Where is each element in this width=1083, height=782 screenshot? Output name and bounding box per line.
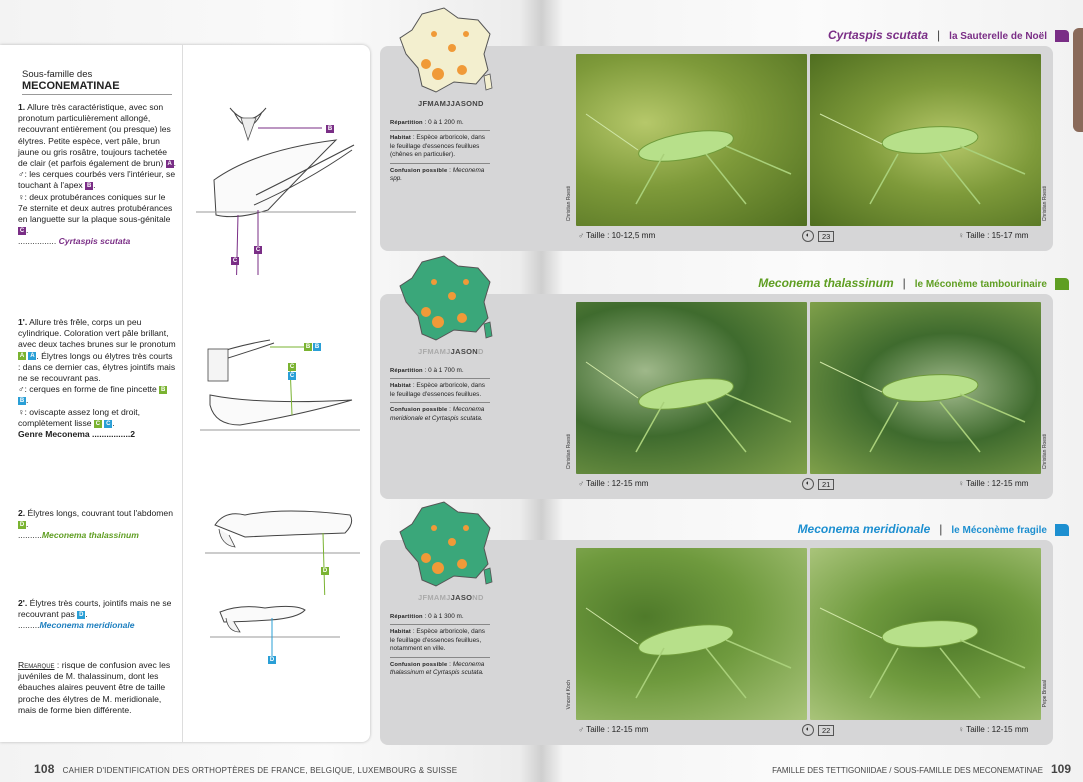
- info-repartition: Répartition : 0 à 1 700 m.: [390, 364, 490, 379]
- photo-credit-left: Christian Roesti: [566, 434, 572, 470]
- color-flag: [1055, 278, 1069, 290]
- value-confusion: Meconema meridionale et Cyrtaspis scutata.: [390, 406, 485, 422]
- months-inactive: JFMAMJ: [418, 593, 451, 602]
- photo-credit-right: Christian Roesti: [1042, 434, 1048, 470]
- couplet-text: Élytres longs, couvrant tout l'abdomen: [25, 508, 173, 518]
- photo-male: [576, 54, 807, 226]
- value-confusion: Meconema thalassinum et Cyrtaspis scutata.: [390, 660, 485, 677]
- tag-c: C: [95, 420, 101, 427]
- couplet-result: Genre Meconema ................2: [18, 429, 136, 440]
- insect-icon: [810, 548, 1041, 720]
- info-repartition: Répartition : 0 à 1 300 m.: [390, 610, 490, 625]
- scientific-name: Cyrtaspis scutata: [828, 28, 929, 42]
- info-repartition: Répartition : 0 à 1 200 m.: [390, 116, 490, 131]
- species-card: [380, 294, 1053, 499]
- photo-female: [810, 54, 1041, 226]
- photo-credit-left: Vincent Koch: [566, 680, 572, 710]
- info-habitat: Habitat : Espèce arboricole, dans le feuillage d'essences feuillues, notamment en ville.: [390, 625, 490, 657]
- species-header: [758, 276, 1069, 290]
- tag-d: D: [19, 521, 25, 528]
- male-size: [578, 231, 655, 240]
- insect-icon: [810, 54, 1041, 226]
- couplet-text-2: . Élytres longs ou élytres très courts : dans ce dernier cas, élytres jointifs mais ne se recouvrant pas.: [18, 350, 176, 384]
- female-size: [958, 479, 1028, 488]
- couplet-male-text: : les cerques courbés vers l'intérieur, se touchant à l'apex: [18, 169, 176, 191]
- value-repartition: 0 à 1 200 m.: [428, 119, 464, 126]
- audio-track-number: 23: [818, 231, 834, 242]
- left-footer-title: CAHIER D'IDENTIFICATION DES ORTHOPTÈRES DE FRANCE, BELGIQUE, LUXEMBOURG & SUISSE: [62, 766, 458, 775]
- months-active: JFMAMJJASOND: [418, 99, 484, 108]
- activity-months: [418, 347, 484, 356]
- info-confusion: Confusion possible : Meconema meridionale et Cyrtaspis scutata.: [390, 406, 485, 422]
- scientific-name: Meconema meridionale: [797, 522, 931, 536]
- meconema-cerci-drawing: [200, 335, 360, 455]
- drawing-tag-c: C: [255, 247, 261, 253]
- value-confusion: Meconema spp.: [390, 166, 485, 183]
- label-repartition: Répartition: [390, 120, 423, 126]
- drawing-tag-c: C: [289, 373, 295, 379]
- distribution-map: [392, 4, 502, 96]
- common-name: la Sauterelle de Noël: [949, 31, 1047, 42]
- months-inactive-tail: D: [477, 347, 484, 356]
- key-couplet-2: 2. Élytres longs, couvrant tout l'abdomen D . ..........Meconema thalassinum: [18, 508, 173, 541]
- label-repartition: Répartition: [390, 368, 423, 374]
- value-habitat: Espèce arboricole, dans le feuillage d'essences feuillues, notamment en ville.: [390, 628, 485, 653]
- key-couplet-1prime: 1'. Allure très frêle, corps un peu cylindrique. Coloration vert pâle brillant, avec deux taches brunes sur le pronotum A A . Élytres longs ou élytres très courts : dans ce dernier cas, élytres jointifs mais ne se recouvrant pas. ♂: cerques en forme de fine pincette B B . ♀: oviscapte assez long et droit, complètement lisse C C . Genre Meconema ................2: [18, 317, 176, 440]
- info-habitat: Habitat : Espèce arboricole, dans le feuillage d'essences feuillues.: [390, 379, 490, 403]
- common-name: le Méconème tambourinaire: [914, 279, 1047, 290]
- species-card: [380, 46, 1053, 251]
- key-couplet-2prime: 2'. Élytres très courts, jointifs mais ne se recouvrant pas D . .........Meconema meridionale: [18, 598, 172, 631]
- photo-female: [810, 302, 1041, 474]
- female-symbol-icon: ♀: [958, 725, 965, 734]
- header-separator: |: [902, 276, 906, 290]
- activity-months: [418, 593, 484, 602]
- value-habitat: Espèce arboricole, dans le feuillage d'essences feuillues.: [390, 382, 485, 398]
- couplet-number: 1.: [18, 102, 26, 112]
- audio-track-number: 21: [818, 479, 834, 490]
- audio-icon[interactable]: ◐: [802, 724, 814, 736]
- insect-icon: [576, 302, 807, 474]
- couplet-male-text: : cerques en forme de fine pincette: [24, 384, 160, 395]
- tag-a: A: [19, 353, 25, 360]
- female-size-text: Taille : 12-15 mm: [966, 479, 1029, 488]
- audio-icon[interactable]: ◐: [802, 478, 814, 490]
- male-symbol-icon: ♂: [18, 169, 25, 180]
- tag-b: B: [86, 183, 92, 190]
- couplet-number: 2'.: [18, 598, 28, 608]
- info-confusion: Confusion possible : Meconema thalassinum et Cyrtaspis scutata.: [390, 660, 485, 677]
- female-symbol-icon: ♀: [18, 191, 25, 202]
- label-repartition: Répartition: [390, 614, 423, 620]
- leader-dots: ..........: [18, 530, 42, 541]
- drawing-tag-b: B: [305, 344, 311, 350]
- couplet-number: 2.: [18, 508, 26, 518]
- female-size-text: Taille : 15-17 mm: [966, 231, 1029, 240]
- male-size: [578, 479, 648, 488]
- female-symbol-icon: ♀: [18, 406, 25, 417]
- female-size: [958, 725, 1028, 734]
- photo-male: [576, 302, 807, 474]
- remark-label: Remarque: [18, 660, 55, 670]
- male-symbol-icon: ♂: [18, 384, 25, 395]
- months-active: JASO: [450, 593, 473, 602]
- right-footer: [772, 762, 1071, 776]
- couplet-text: Allure très caractéristique, avec son pronotum particulièrement allongé, recouvrant entièrement (ou presque) les élytres. Petite espèce, vert pâle, brun jaune ou gris rosâtre, toujours tachetée de clair (et parfois également de brun): [18, 102, 171, 169]
- subfamily-name: MECONEMATINAE: [22, 80, 120, 92]
- audio-icon[interactable]: ◐: [802, 230, 814, 242]
- male-symbol-icon: ♂: [578, 231, 585, 240]
- months-inactive: JFMAMJ: [418, 347, 451, 356]
- scientific-name: Meconema thalassinum: [758, 276, 894, 290]
- drawing-tag-b: B: [327, 126, 333, 132]
- distribution-map: [392, 498, 502, 590]
- key-couplet-1: 1. Allure très caractéristique, avec son pronotum particulièrement allongé, recouvrant entièrement (ou presque) les élytres. Petite espèce, vert pâle, brun jaune ou gris rosâtre, toujours tachetée de clair (et parfois également de brun) A . ♂: les cerques courbés vers l'intérieur, se touchant à l'apex B . ♀: deux protubérances coniques sur le 7e sternite et deux autres protubérances en languette sur la plaque sous-génitale C . ................ Cyrtaspis scutata: [18, 102, 176, 247]
- couplet-result: Cyrtaspis scutata: [58, 236, 131, 247]
- photo-credit-left: Christian Roesti: [566, 186, 572, 222]
- label-habitat: Habitat: [390, 135, 412, 142]
- male-size-text: Taille : 10-12,5 mm: [586, 231, 656, 240]
- drawing-tag-d: D: [322, 568, 328, 574]
- right-page-number: 109: [1050, 762, 1071, 776]
- audio-track[interactable]: [802, 724, 834, 736]
- tag-a: A: [30, 353, 35, 360]
- activity-months: [418, 99, 484, 108]
- header-separator: |: [939, 522, 943, 536]
- common-name: le Méconème fragile: [951, 525, 1047, 536]
- insect-icon: [576, 548, 807, 720]
- months-active: JASON: [450, 347, 478, 356]
- photo-male: [576, 548, 807, 720]
- female-size-text: Taille : 12-15 mm: [966, 725, 1029, 734]
- female-size: [958, 231, 1028, 240]
- species-info: [390, 610, 490, 680]
- key-divider: [182, 45, 183, 742]
- audio-track[interactable]: [802, 230, 834, 242]
- label-confusion: Confusion possible: [390, 167, 448, 174]
- remark: [18, 660, 178, 716]
- identification-key-card: [0, 45, 370, 742]
- drawing-tag-c: C: [289, 364, 295, 370]
- right-page: [380, 0, 1083, 782]
- male-symbol-icon: ♂: [578, 479, 585, 488]
- meconema-meridionale-drawing: [210, 600, 360, 660]
- cyrtaspis-drawing: [196, 100, 364, 275]
- months-inactive-tail: ND: [472, 593, 484, 602]
- couplet-text: Élytres très courts, jointifs mais ne se recouvrant pas: [18, 598, 172, 620]
- label-confusion: Confusion possible: [390, 407, 448, 414]
- tag-c: C: [19, 227, 25, 234]
- right-footer-title: FAMILLE DES TETTIGONIIDAE / SOUS-FAMILLE DES MECONEMATINAE: [772, 766, 1043, 775]
- female-symbol-icon: ♀: [958, 231, 965, 240]
- species-info: [390, 364, 490, 426]
- value-repartition: 0 à 1 300 m.: [428, 613, 464, 620]
- leader-dots: .........: [18, 620, 40, 631]
- color-flag: [1055, 524, 1069, 536]
- drawing-tag-b: B: [314, 344, 320, 350]
- couplet-result: Meconema thalassinum: [41, 530, 139, 541]
- info-confusion: Confusion possible : Meconema spp.: [390, 166, 485, 183]
- insect-icon: [810, 302, 1041, 474]
- label-habitat: Habitat: [390, 383, 412, 390]
- photo-credit-right: Christian Roesti: [1042, 186, 1048, 222]
- tag-b: B: [19, 398, 25, 405]
- couplet-female-text: : oviscapte assez long et droit, complètement lisse: [18, 406, 141, 428]
- tag-a: A: [167, 160, 172, 167]
- value-habitat: Espèce arboricole, dans le feuillage d'essences feuillues (chênes en particulier).: [390, 134, 485, 159]
- tag-b: B: [161, 386, 166, 393]
- left-page-number: 108: [34, 762, 55, 776]
- value-repartition: 0 à 1 700 m.: [428, 367, 464, 374]
- male-size-text: Taille : 12-15 mm: [586, 479, 649, 488]
- couplet-female-text: : deux protubérances coniques sur le 7e sternite et deux autres protubérances en languette sur la plaque sous-génitale: [18, 191, 173, 225]
- photo-female: [810, 548, 1041, 720]
- tag-d: D: [79, 611, 84, 618]
- subfamily-prefix: Sous-famille des: [22, 69, 93, 80]
- leader-dots: ................: [18, 236, 57, 247]
- audio-track-number: 22: [818, 725, 834, 736]
- male-symbol-icon: ♂: [578, 725, 585, 734]
- couplet-result: Meconema meridionale: [39, 620, 135, 631]
- audio-track[interactable]: [802, 478, 834, 490]
- species-header: [798, 522, 1069, 536]
- drawing-tag-d: D: [269, 657, 275, 663]
- info-habitat: Habitat : Espèce arboricole, dans le feuillage d'essences feuillues (chênes en particulier).: [390, 131, 490, 163]
- male-size: [578, 725, 648, 734]
- couplet-number: 1'.: [18, 317, 28, 327]
- photo-credit-right: Pepe Brasal: [1042, 680, 1048, 708]
- label-habitat: Habitat: [390, 629, 412, 636]
- remark-text: : risque de confusion avec les juvéniles de M. thalassinum, dont les ébauches alaires peuvent être de taille proche des élytres de M. meridionale, mais de forme bien différente.: [18, 660, 171, 715]
- female-symbol-icon: ♀: [958, 479, 965, 488]
- thumb-index-tab: [1073, 28, 1083, 132]
- tag-c: C: [106, 420, 111, 427]
- color-flag: [1055, 30, 1069, 42]
- insect-icon: [576, 54, 807, 226]
- meconema-thalassinum-drawing: [205, 505, 365, 595]
- species-card: [380, 540, 1053, 745]
- distribution-map: [392, 252, 502, 344]
- label-confusion: Confusion possible: [390, 661, 448, 668]
- couplet-text: Allure très frêle, corps un peu cylindrique. Coloration vert pâle brillant, avec deux taches brunes sur le pronotum: [18, 317, 176, 350]
- drawing-tag-c: C: [232, 258, 238, 264]
- header-separator: |: [937, 28, 941, 42]
- species-info: [390, 116, 490, 186]
- subfamily-heading: [22, 69, 172, 95]
- male-size-text: Taille : 12-15 mm: [586, 725, 649, 734]
- species-header: [828, 28, 1069, 42]
